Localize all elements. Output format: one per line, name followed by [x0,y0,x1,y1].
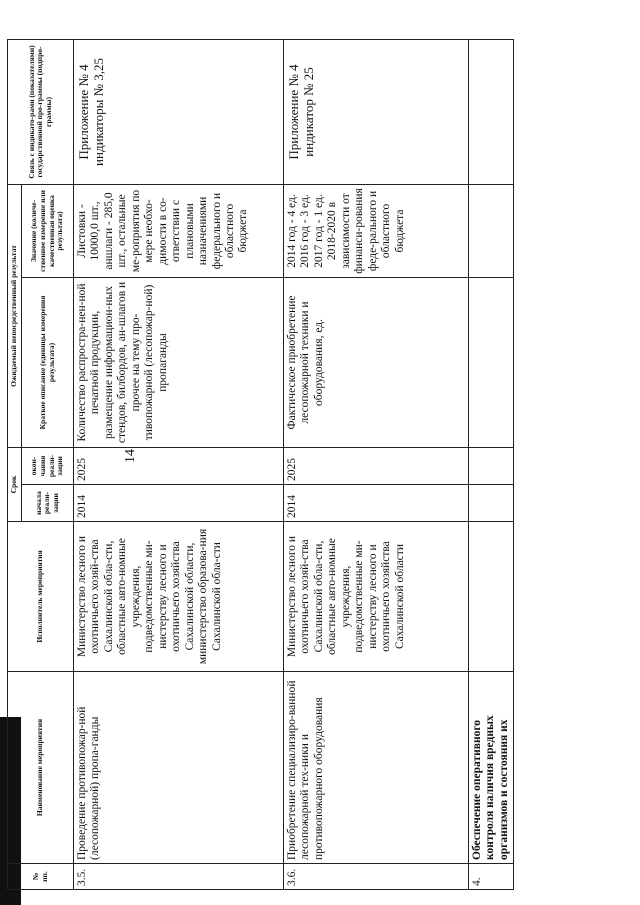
header-link: Связь с индикато-рами (показателями) государственной про-граммы (подпро-граммы) [8,39,74,184]
row-desc: Фактическое приобретение лесопожарной техники и оборудования, ед. [284,277,469,447]
row-num: 3.6. [284,864,469,890]
row-value-empty [469,184,514,277]
table-row [284,39,469,889]
header-result-value: Значение (количе-ственное измерение или качественная оценка результата) [22,184,74,277]
row-num: 3.5. [74,864,284,890]
table-row [469,39,514,889]
header-term-end: окон-чания реали-зации [22,447,74,484]
page-number: 14 [123,449,138,463]
header-name: Наименование мероприятия [8,672,74,864]
header-term: Срок [8,447,22,521]
header-num: № пп. [8,864,74,890]
row-value: 2014 год - 4 ед. 2016 год - 3 ед. 2017 год - 1 ед. 2018-2020 в зависимости от финанси-рования феде-рального и областного бюджета [284,184,469,277]
row-desc: Количество распростра-нен-ной печатной продукции, размещение информацион-ных стендов, билбордов, ан-шлагов и прочее на тему про-тивопожарной (лесопожар-ной) пропаганды [74,277,284,447]
header-row-1 [8,39,22,889]
row-name: Приобретение специализиро-ванной лесопожарной тех-ники и противопожарного оборудования [284,672,469,864]
row-num: 4. [469,864,514,890]
measures-table [7,39,514,890]
row-link-empty [469,39,514,184]
row-start: 2014 [74,485,284,522]
row-start-empty [469,485,514,522]
header-executor: Исполнитель мероприятия [8,522,74,672]
row-link: Приложение № 4 индикаторы № 3,25 [74,39,284,184]
row-executor: Министерство лесного и охотничьего хозяй-ства Сахалинской обла-сти, областные авто-номные учреждения, подведомственные ми-нистерству лесного и охотничьего хозяйства Сахалинской области, министерство образова-ния Сахалинской обла-сти [74,522,284,672]
row-desc-empty [469,277,514,447]
header-result: Ожидаемый непосредственный результат [8,184,22,447]
row-value: Листовки - 10000,0 шт., аншлаги - 285,0 шт., остальные ме-роприятия по мере необхо-димости в со-ответствии с плановыми назначениями федерального и областного бюджета [74,184,284,277]
row-executor: Министерство лесного и охотничьего хозяй-ства Сахалинской обла-сти, областные авто-номные учреждения, подведомственные ми-нистерству лесного и охотничьего хозяйства Сахалинской области [284,522,469,672]
row-start: 2014 [284,485,469,522]
table-row [74,39,284,889]
row-name: Обеспечение оперативного контроля наличия вредных организмов и состояния их [469,672,514,864]
row-end-empty [469,447,514,484]
row-link: Приложение № 4 индикатор № 25 [284,39,469,184]
row-name: Проведение противопожар-ной (лесопожарной) пропа-ганды [74,672,284,864]
row-end: 2025 [74,447,284,484]
rotated-table-wrapper [7,40,510,890]
row-executor-empty [469,522,514,672]
header-result-desc: Краткое описание (единицы измерения результата) [22,277,74,447]
header-term-start: начала реали-зации [22,485,74,522]
row-end: 2025 [284,447,469,484]
